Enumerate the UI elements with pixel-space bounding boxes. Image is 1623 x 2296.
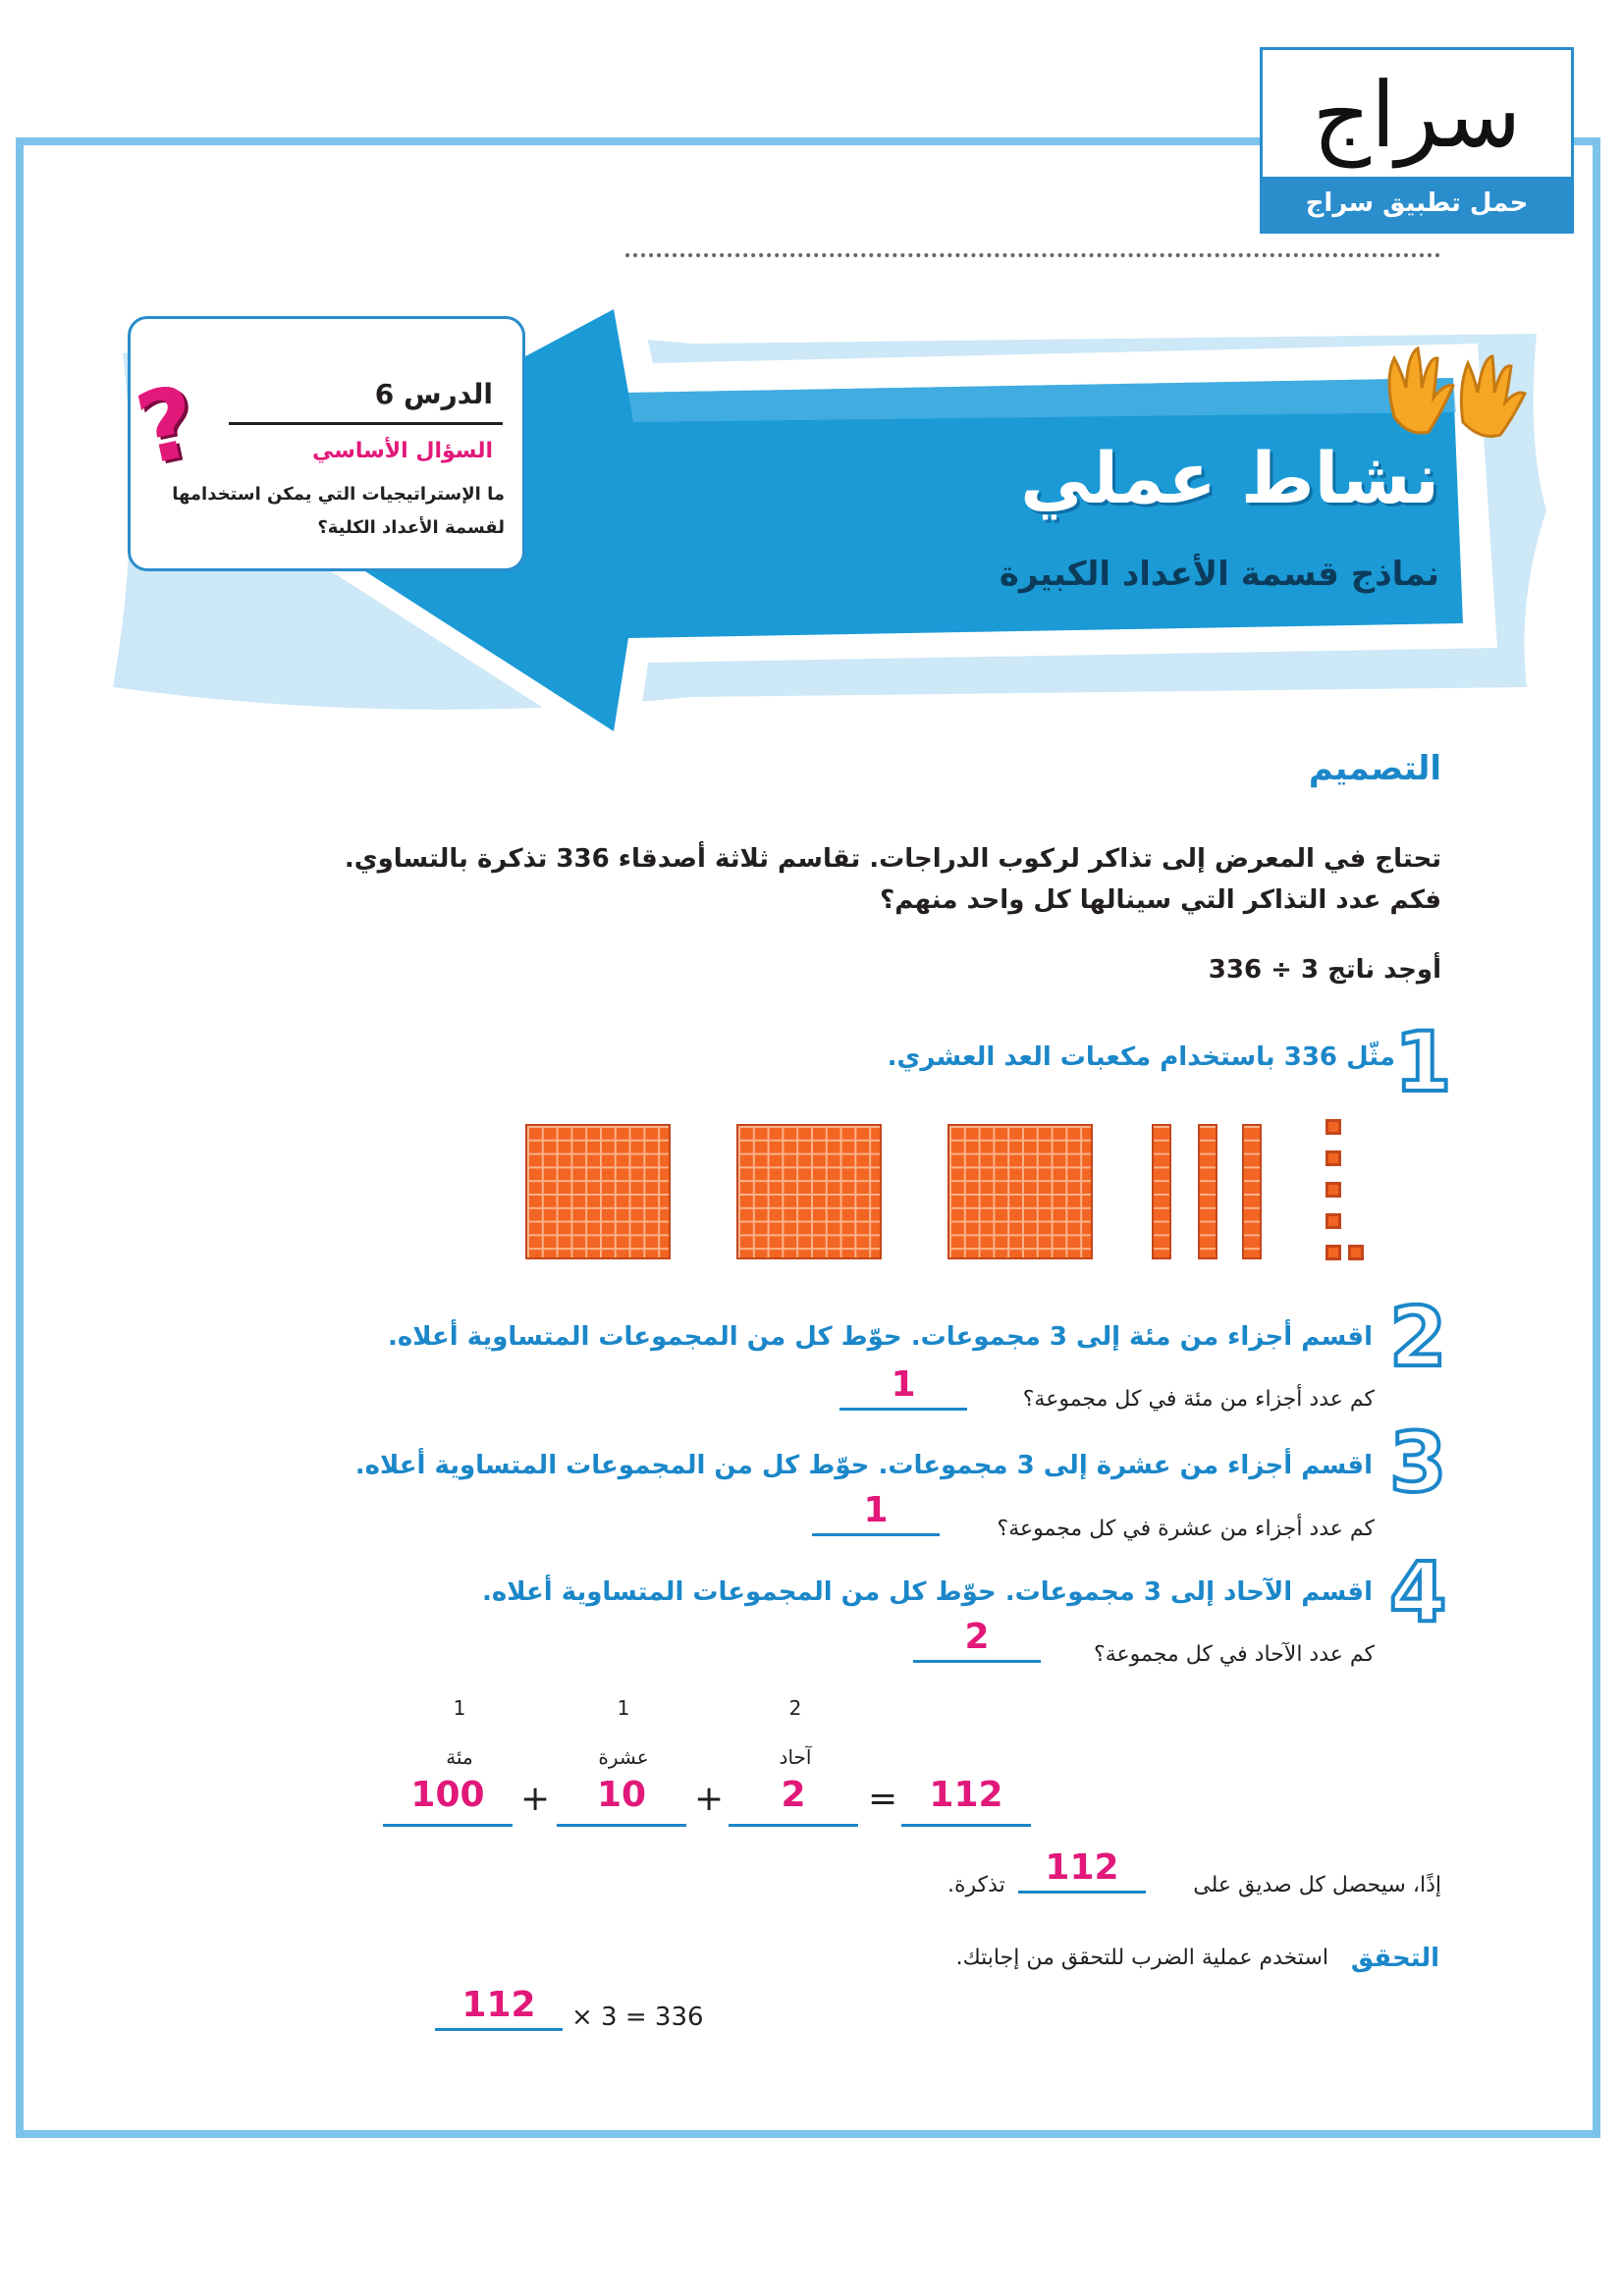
hands-icon: [1375, 339, 1532, 447]
check-answer-field[interactable]: 112: [435, 1985, 563, 2031]
ten-rod: [1152, 1124, 1171, 1259]
tens-label: عشرة: [598, 1745, 649, 1769]
unit-cube: [1348, 1245, 1364, 1260]
check-equation: × 3 = 336: [571, 2002, 704, 2032]
hundreds-label: مئة: [446, 1745, 473, 1769]
step-3-answer-field[interactable]: 1: [812, 1490, 940, 1536]
step-3-text: اقسم أجزاء من عشرة إلى 3 مجموعات. حوّط كل من المجموعات المتساوية أعلاه.: [354, 1451, 1373, 1480]
tens-value-field[interactable]: 10: [557, 1775, 686, 1827]
step-number-3: 3: [1389, 1415, 1447, 1511]
hundred-flat: [525, 1124, 671, 1259]
total-value-field[interactable]: 112: [901, 1775, 1031, 1827]
unit-cube: [1325, 1150, 1341, 1166]
plus-sign: +: [694, 1779, 725, 1819]
ten-rod: [1242, 1124, 1262, 1259]
logo-word: سراج: [1312, 63, 1522, 168]
hundreds-value-field[interactable]: 100: [383, 1775, 513, 1827]
logo-tagline: حمل تطبيق سراج: [1263, 177, 1571, 231]
conclusion-suffix: تذكرة.: [947, 1873, 1005, 1897]
hundred-flat: [947, 1124, 1093, 1259]
unit-cube: [1325, 1213, 1341, 1229]
step-3-question: كم عدد أجزاء من عشرة في كل مجموعة؟: [997, 1517, 1375, 1541]
step-2-answer-field[interactable]: 1: [839, 1364, 967, 1411]
dotted-divider: [625, 253, 1440, 257]
activity-subtitle: نماذج قسمة الأعداد الكبيرة: [999, 555, 1439, 594]
step-2-text: اقسم أجزاء من مئة إلى 3 مجموعات. حوّط كل من المجموعات المتساوية أعلاه.: [388, 1322, 1373, 1352]
base-ten-blocks: [525, 1119, 1370, 1266]
essential-question-label: السؤال الأساسي: [312, 439, 493, 463]
design-paragraph-3: أوجد ناتج 3 ÷ 336: [1208, 955, 1441, 985]
step-1-text: مثّل 336 باستخدام مكعبات العد العشري.: [887, 1042, 1395, 1072]
step-number-4: 4: [1389, 1544, 1447, 1640]
conclusion-prefix: إذًا، سيحصل كل صديق على: [1193, 1873, 1441, 1897]
activity-title: نشاط عملي: [1020, 437, 1439, 519]
unit-cube: [1325, 1245, 1341, 1260]
siraj-logo[interactable]: [1260, 47, 1574, 234]
conclusion-answer-field[interactable]: 112: [1018, 1847, 1146, 1894]
ones-value-field[interactable]: 2: [729, 1775, 858, 1827]
plus-sign: +: [520, 1779, 551, 1819]
step-4-text: اقسم الآحاد إلى 3 مجموعات. حوّط كل من المجموعات المتساوية أعلاه.: [482, 1577, 1373, 1607]
unit-cube: [1325, 1182, 1341, 1198]
ten-rod: [1198, 1124, 1217, 1259]
question-mark-icon: ?: [127, 363, 207, 488]
design-heading: التصميم: [1308, 749, 1441, 788]
lesson-number: الدرس 6: [374, 378, 493, 410]
hundreds-count: 1: [453, 1696, 466, 1720]
essential-question-text: ما الإستراتيجيات التي يمكن استخدامها لقسمة الأعداد الكلية؟: [172, 484, 505, 538]
hundred-flat: [736, 1124, 882, 1259]
tens-count: 1: [617, 1696, 630, 1720]
step-number-2: 2: [1389, 1289, 1447, 1385]
step-4-answer-field[interactable]: 2: [913, 1617, 1041, 1663]
check-text: استخدم عملية الضرب للتحقق من إجابتك.: [955, 1946, 1328, 1970]
design-paragraph-1: تحتاج في المعرض إلى تذاكر لركوب الدراجات. تقاسم ثلاثة أصدقاء 336 تذكرة بالتساوي.: [344, 844, 1441, 874]
equals-sign: =: [868, 1779, 898, 1819]
ones-label: آحاد: [779, 1745, 812, 1769]
lesson-note-card: [128, 316, 525, 571]
unit-cube: [1325, 1119, 1341, 1135]
design-paragraph-2: فكم عدد التذاكر التي سينالها كل واحد منهم؟: [880, 885, 1441, 915]
check-label: التحقق: [1350, 1944, 1439, 1973]
step-number-1: 1: [1394, 1014, 1452, 1110]
ones-count: 2: [788, 1696, 802, 1720]
step-4-question: كم عدد الآحاد في كل مجموعة؟: [1094, 1642, 1375, 1667]
step-2-question: كم عدد أجزاء من مئة في كل مجموعة؟: [1022, 1387, 1375, 1412]
note-rule: [229, 422, 503, 425]
